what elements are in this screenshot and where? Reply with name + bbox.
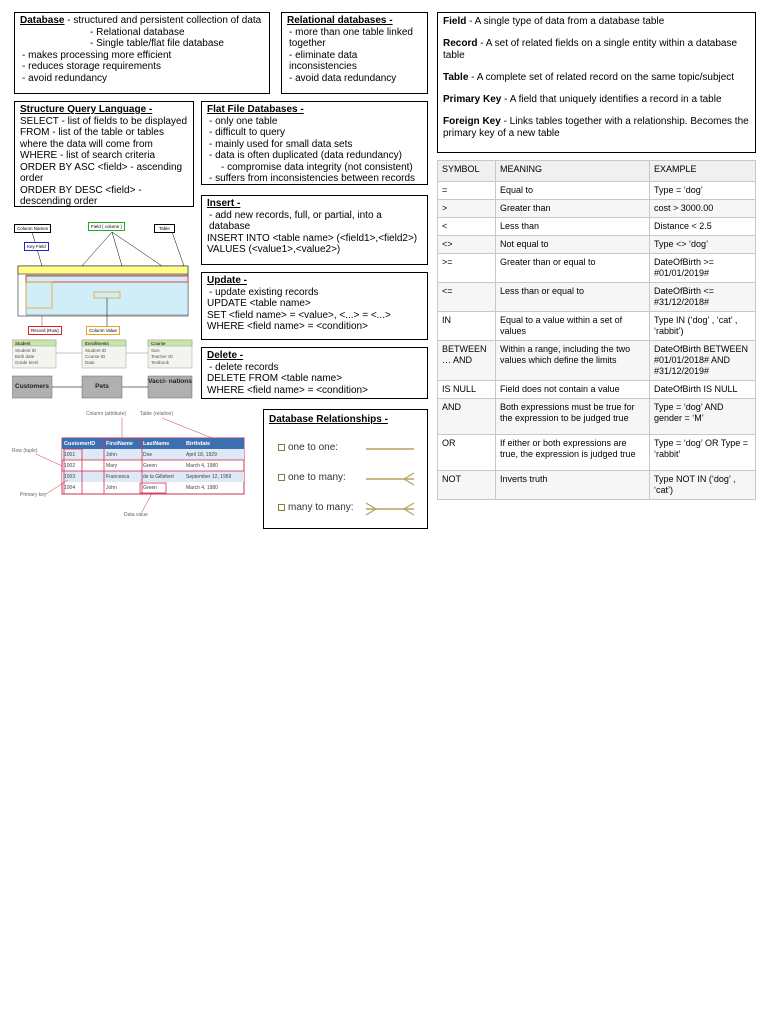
- field-column-label: Field ( column ): [88, 222, 125, 231]
- checkbox-icon: [278, 474, 285, 481]
- definitions-box: [437, 12, 756, 153]
- relational-bullet: - more than one table linked together: [287, 27, 422, 50]
- relationships-box: [263, 409, 428, 529]
- database-box: [14, 12, 270, 94]
- table-label: Table: [154, 224, 175, 233]
- relationships-title: Database Relationships -: [269, 414, 388, 425]
- primary-key-label: Primary key: [20, 492, 47, 498]
- cell-symbol: BETWEEN … AND: [438, 341, 496, 381]
- relation-cell: September 12, 1959: [186, 474, 232, 480]
- sql-title: Structure Query Language -: [20, 104, 153, 115]
- cell-meaning: If either or both expressions are true, the expression is judged true: [496, 435, 650, 471]
- entity-pets: Pets: [95, 383, 109, 390]
- checkbox-icon: [278, 504, 285, 511]
- update-line: WHERE <field name> = <condition>: [207, 321, 368, 332]
- flatfile-bullet: - data is often duplicated (data redundancy): [207, 150, 422, 162]
- column-names-label: Column Names: [14, 224, 51, 233]
- relation-cell: Mary: [106, 463, 118, 469]
- sql-line: SELECT - list of fields to be displayed: [20, 115, 188, 127]
- column-header-meaning: MEANING: [496, 161, 650, 182]
- course-fields: Size Teacher ID Textbook: [151, 348, 173, 365]
- relation-cell: 1003: [64, 474, 76, 480]
- operators-table-body: [438, 182, 756, 500]
- cell-example: Type = ‘dog’ OR Type = ‘rabbit’: [650, 435, 756, 471]
- relation-cell: March 4, 1980: [186, 485, 218, 491]
- relationship-many-to-many: many to many:: [278, 502, 354, 514]
- table-row: [438, 236, 756, 254]
- header-customer-id: CustomerID: [64, 441, 96, 447]
- insert-line: VALUES (<value1>,<value2>): [207, 244, 341, 255]
- cell-meaning: Greater than or equal to: [496, 254, 650, 283]
- database-desc: - structured and persistent collection of data: [64, 15, 262, 26]
- relation-cell: March 4, 1980: [186, 463, 218, 469]
- cell-symbol: NOT: [438, 471, 496, 500]
- checkbox-icon: [278, 444, 285, 451]
- record-row-label: Record (Row): [28, 326, 62, 335]
- database-bullet: - makes processing more efficient: [20, 50, 264, 62]
- operators-table: [437, 160, 756, 500]
- cell-example: Distance < 2.5: [650, 218, 756, 236]
- delete-line: WHERE <field name> = <condition>: [207, 384, 368, 396]
- column-value-label: Column Value: [86, 326, 120, 335]
- enrollment-fields: Student ID Course ID Date: [85, 348, 107, 365]
- cell-symbol: AND: [438, 399, 496, 435]
- table-row: [438, 381, 756, 399]
- cell-meaning: Equal to a value within a set of values: [496, 312, 650, 341]
- sql-line: ORDER BY DESC <field> - descending order: [20, 184, 142, 207]
- definition-record: Record - A set of related fields on a single entity within a database table: [443, 38, 738, 61]
- flatfile-title: Flat File Databases -: [207, 104, 304, 115]
- header-last-name: LastName: [143, 441, 170, 447]
- relation-cell: 1002: [64, 463, 76, 469]
- delete-bullet: - delete records: [207, 362, 422, 374]
- one-to-one-connector-icon: [366, 445, 416, 453]
- database-title: Database: [20, 15, 65, 26]
- flatfile-bullet: - difficult to query: [207, 127, 422, 139]
- table-row: [438, 471, 756, 500]
- header-birthdate: Birthdate: [186, 441, 211, 447]
- cell-symbol: <=: [438, 283, 496, 312]
- one-to-many-connector-icon: [366, 472, 416, 486]
- relation-cell: Francesca: [106, 474, 130, 480]
- table-row: [438, 341, 756, 381]
- update-title: Update -: [207, 275, 247, 286]
- delete-title: Delete -: [207, 350, 244, 361]
- relation-table-diagram: [12, 408, 248, 520]
- cell-meaning: Inverts truth: [496, 471, 650, 500]
- relational-bullet: - eliminate data inconsistencies: [287, 50, 422, 73]
- cell-example: DateOfBirth <= #31/12/2018#: [650, 283, 756, 312]
- definition-field: Field - A single type of data from a database table: [443, 16, 665, 27]
- relation-cell: April 18, 1929: [186, 452, 217, 458]
- entity-customers: Customers: [15, 383, 49, 390]
- cell-symbol: =: [438, 182, 496, 200]
- cell-symbol: IN: [438, 312, 496, 341]
- relationship-one-to-many: one to many:: [278, 472, 346, 484]
- database-sub-2: - Single table/flat file database: [90, 38, 224, 49]
- relational-bullet: - avoid data redundancy: [287, 73, 422, 85]
- flatfile-bullet: - suffers from inconsistencies between records: [207, 173, 422, 185]
- cell-symbol: IS NULL: [438, 381, 496, 399]
- table-row: [438, 283, 756, 312]
- sql-line: ORDER BY ASC <field> - ascending order: [20, 161, 183, 184]
- definition-table: Table - A complete set of related record on the same topic/subject: [443, 72, 735, 83]
- update-line: UPDATE <table name>: [207, 298, 311, 309]
- insert-title: Insert -: [207, 198, 241, 209]
- header-first-name: FirstName: [106, 441, 133, 447]
- cell-example: Type = ‘dog’: [650, 182, 756, 200]
- cell-meaning: Both expressions must be true for the expression to be judged true: [496, 399, 650, 435]
- column-header-symbol: SYMBOL: [438, 161, 496, 182]
- delete-box: [201, 347, 428, 399]
- flatfile-bullet: - mainly used for small data sets: [207, 139, 422, 151]
- cell-meaning: Not equal to: [496, 236, 650, 254]
- cell-example: cost > 3000.00: [650, 200, 756, 218]
- table-row: [438, 399, 756, 435]
- data-value-label: Data value: [124, 512, 148, 518]
- cell-meaning: Equal to: [496, 182, 650, 200]
- cell-example: Type NOT IN (‘dog’ , ‘cat’): [650, 471, 756, 500]
- relation-cell: Green: [143, 463, 157, 469]
- cell-meaning: Within a range, including the two values which define the limits: [496, 341, 650, 381]
- relation-cell: John: [106, 485, 117, 491]
- entity-student: Student: [15, 341, 31, 346]
- sql-line: FROM - list of the table or tables where the data will come from: [20, 127, 164, 150]
- table-structure-diagram: [12, 218, 194, 400]
- cell-meaning: Less than or equal to: [496, 283, 650, 312]
- entity-course: Course: [151, 341, 166, 346]
- insert-line: INSERT INTO <table name> (<field1>,<field2>): [207, 232, 418, 244]
- insert-bullet: - add new records, full, or partial, into a database: [207, 210, 422, 233]
- entity-vaccinations: Vacci- nations: [148, 378, 192, 385]
- table-row: [438, 254, 756, 283]
- column-header-example: EXAMPLE: [650, 161, 756, 182]
- row-tuple-label: Row (tuple): [12, 448, 38, 454]
- relation-cell: de la Gillebert: [143, 474, 174, 480]
- definition-foreign-key: Foreign Key - Links tables together with a relationship. Becomes the primary key of a new table: [443, 116, 749, 139]
- cell-meaning: Less than: [496, 218, 650, 236]
- definition-primary-key: Primary Key - A field that uniquely identifies a record in a table: [443, 94, 722, 105]
- key-field-label: Key Field: [24, 242, 49, 251]
- cell-example: Type IN (‘dog’ , ‘cat’ , ‘rabbit’): [650, 312, 756, 341]
- cell-symbol: >=: [438, 254, 496, 283]
- column-attribute-label: Column (attribute): [86, 411, 127, 417]
- sql-box: [14, 101, 194, 207]
- database-sub-1: - Relational database: [90, 26, 185, 38]
- relation-cell: John: [106, 452, 117, 458]
- sql-line: WHERE - list of search criteria: [20, 150, 156, 161]
- insert-box: [201, 195, 428, 265]
- cell-example: DateOfBirth BETWEEN #01/01/2018# AND #31/12/2019#: [650, 341, 756, 381]
- cell-meaning: Field does not contain a value: [496, 381, 650, 399]
- cell-symbol: >: [438, 200, 496, 218]
- table-relation-label: Table (relation): [140, 411, 174, 417]
- relationship-one-to-one: one to one:: [278, 442, 338, 454]
- relational-title: Relational databases -: [287, 15, 393, 26]
- table-row: [438, 435, 756, 471]
- cell-meaning: Greater than: [496, 200, 650, 218]
- update-line: SET <field name> = <value>, <...> = <...>: [207, 309, 391, 321]
- cell-example: DateOfBirth IS NULL: [650, 381, 756, 399]
- flatfile-bullet: - only one table: [207, 116, 422, 128]
- database-bullet: - avoid redundancy: [20, 73, 264, 85]
- update-bullet: - update existing records: [207, 287, 422, 299]
- relation-cell: 1001: [64, 452, 76, 458]
- cell-symbol: <: [438, 218, 496, 236]
- table-row: [438, 182, 756, 200]
- many-to-many-connector-icon: [366, 502, 416, 516]
- relation-cell: 1004: [64, 485, 76, 491]
- table-row: [438, 218, 756, 236]
- student-fields: Student ID Birth date Grade level: [15, 348, 39, 365]
- database-bullet: - reduces storage requirements: [20, 61, 264, 73]
- table-row: [438, 200, 756, 218]
- delete-line: DELETE FROM <table name>: [207, 373, 343, 384]
- flatfile-sub-bullet: - compromise data integrity (not consistent): [207, 162, 422, 174]
- flatfile-box: [201, 101, 428, 185]
- update-box: [201, 272, 428, 340]
- relation-cell: Green: [143, 485, 157, 491]
- entity-enrollments: Enrollments: [85, 341, 109, 346]
- cell-symbol: OR: [438, 435, 496, 471]
- table-header-row: [438, 161, 756, 182]
- cell-example: Type = ‘dog’ AND gender = ‘M’: [650, 399, 756, 435]
- cell-example: DateOfBirth >= #01/01/2019#: [650, 254, 756, 283]
- cell-symbol: <>: [438, 236, 496, 254]
- relational-box: [281, 12, 428, 94]
- cell-example: Type <> ‘dog’: [650, 236, 756, 254]
- table-row: [438, 312, 756, 341]
- relation-cell: Doe: [143, 452, 153, 458]
